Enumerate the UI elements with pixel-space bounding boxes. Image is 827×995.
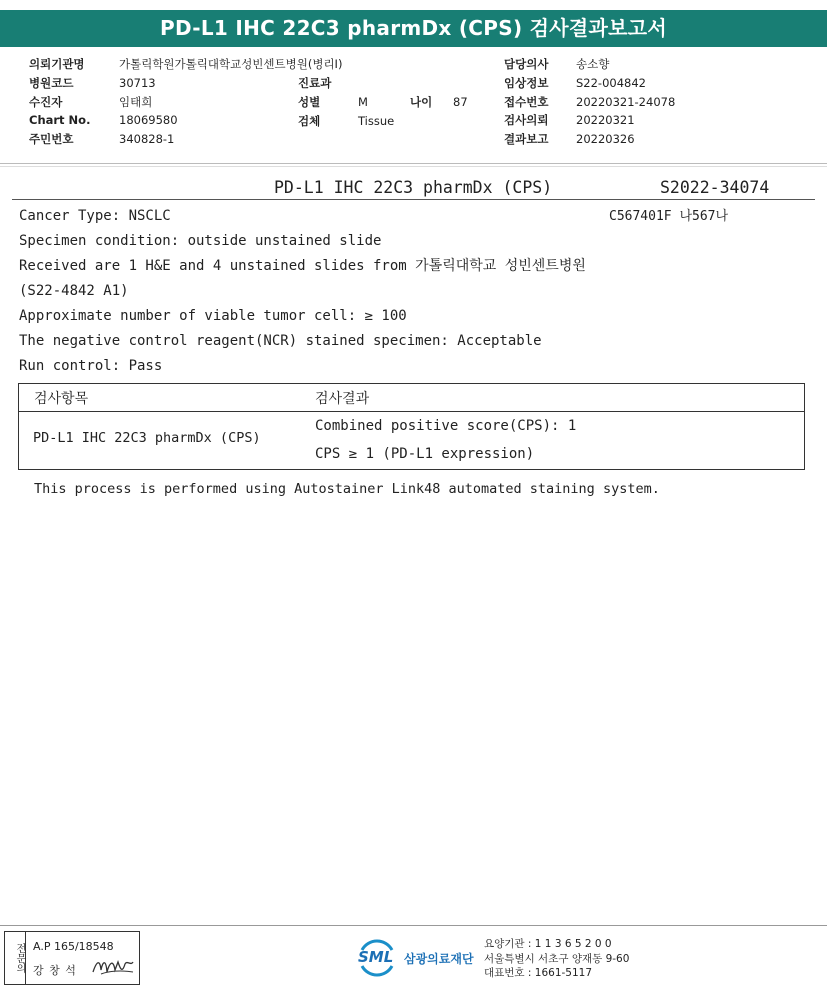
report-line: (S22-4842 A1) xyxy=(19,283,129,299)
report-body xyxy=(19,204,586,379)
table-header-row xyxy=(19,384,804,412)
doctor-label: 담당의사 xyxy=(504,57,549,71)
sub-code: C567401F 나567나 xyxy=(609,209,729,224)
sml-logo-text: SML xyxy=(358,948,394,966)
age-value: 87 xyxy=(453,94,468,109)
test-number: S2022-34074 xyxy=(660,178,770,197)
clinical-value: S22-004842 xyxy=(576,75,646,90)
signature-icon xyxy=(91,954,135,978)
org-phone: 대표번호 : 1661-5117 xyxy=(484,967,593,979)
doctor-value: 송소향 xyxy=(576,57,610,71)
specialist-name: 강 창 석 xyxy=(33,964,77,977)
specimen-label: 검체 xyxy=(298,113,321,128)
col-result-header: 검사결과 xyxy=(315,391,370,407)
institution-label: 의뢰기관명 xyxy=(29,57,85,71)
report-line: Received are 1 H&E and 4 unstained slides from 가톨릭대학교 성빈센트병원 xyxy=(19,258,586,274)
result-table xyxy=(18,383,805,470)
title-underline xyxy=(12,199,815,200)
org-name: 삼광의료재단 xyxy=(404,952,474,966)
specialist-box xyxy=(4,931,140,985)
resident-value: 340828-1 xyxy=(119,132,175,147)
report-line: Run control: Pass xyxy=(19,358,163,374)
sex-value: M xyxy=(358,94,368,109)
report-title: PD-L1 IHC 22C3 pharmDx (CPS) 검사결과보고서 xyxy=(0,10,827,47)
report-line: Specimen condition: outside unstained slide xyxy=(19,233,382,249)
col-item-header: 검사항목 xyxy=(34,391,89,407)
age-label: 나이 xyxy=(410,94,433,109)
divider-bottom xyxy=(0,925,827,926)
specimen-value: Tissue xyxy=(358,113,395,128)
org-address: 서울특별시 서초구 양재동 9-60 xyxy=(484,952,630,965)
sex-label: 성별 xyxy=(298,94,321,109)
report-value: 20220326 xyxy=(576,132,635,147)
hospital-code-label: 병원코드 xyxy=(29,75,74,90)
process-note: This process is performed using Autostainer Link48 automated staining system. xyxy=(34,481,660,497)
request-value: 20220321 xyxy=(576,113,635,128)
info-right xyxy=(504,55,704,149)
sml-logo xyxy=(356,936,398,978)
divider-top-2 xyxy=(0,166,827,167)
request-label: 검사의뢰 xyxy=(504,113,549,128)
report-line: The negative control reagent(NCR) stained specimen: Acceptable xyxy=(19,333,542,349)
institution-value: 가톨릭학원가톨릭대학교성빈센트병원(병리Ⅰ) xyxy=(119,57,343,71)
chart-label: Chart No. xyxy=(29,113,91,128)
patient-label: 수진자 xyxy=(29,94,63,109)
divider-top xyxy=(0,163,827,164)
table-result-1: Combined positive score(CPS): 1 xyxy=(315,418,577,434)
chart-value: 18069580 xyxy=(119,113,178,128)
specialist-label: 전문의 xyxy=(5,932,26,984)
receipt-label: 접수번호 xyxy=(504,94,549,109)
hospital-code-value: 30713 xyxy=(119,75,156,90)
org-code: 요양기관 : 1 1 3 6 5 2 0 0 xyxy=(484,938,612,950)
report-line: Cancer Type: NSCLC xyxy=(19,208,171,224)
org-info xyxy=(484,937,629,981)
table-item: PD-L1 IHC 22C3 pharmDx (CPS) xyxy=(33,430,261,446)
report-line: Approximate number of viable tumor cell: ≥ 100 xyxy=(19,308,407,324)
report-label: 결과보고 xyxy=(504,132,549,147)
dept-label: 진료과 xyxy=(298,76,332,90)
receipt-value: 20220321-24078 xyxy=(576,94,676,109)
clinical-label: 임상정보 xyxy=(504,75,549,90)
table-result-2: CPS ≥ 1 (PD-L1 expression) xyxy=(315,446,535,462)
resident-label: 주민번호 xyxy=(29,132,74,147)
patient-value: 임태희 xyxy=(119,94,153,109)
test-title: PD-L1 IHC 22C3 pharmDx (CPS) xyxy=(274,178,553,197)
info-middle xyxy=(298,74,488,130)
ap-number: A.P 165/18548 xyxy=(33,940,114,953)
